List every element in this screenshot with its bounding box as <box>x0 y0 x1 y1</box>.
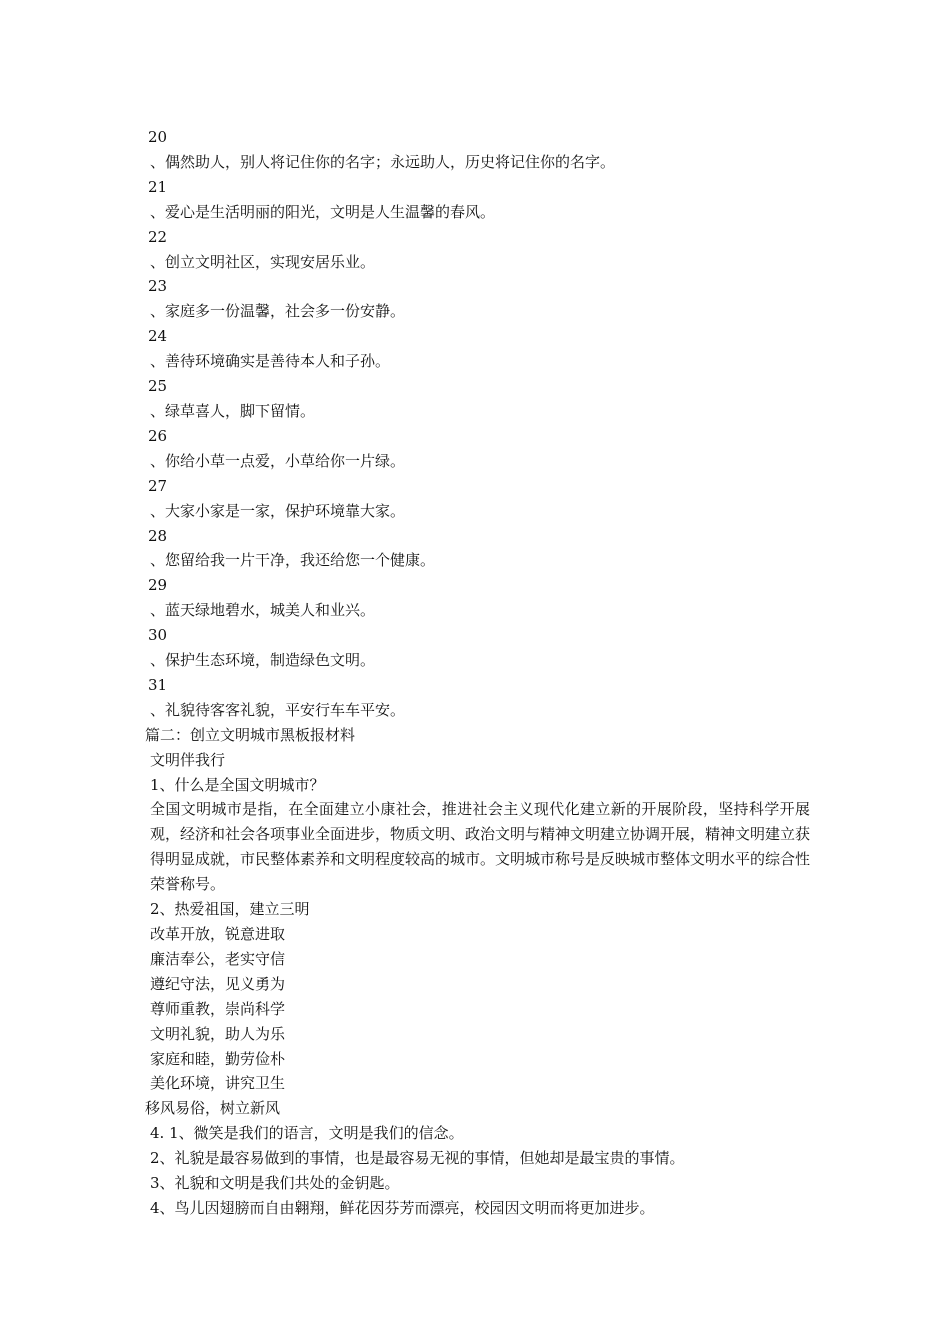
slogan-text: 、善待环境确实是善待本人和子孙。 <box>150 352 391 371</box>
motto-line: 美化环境，讲究卫生 <box>150 1074 286 1093</box>
motto-line: 遵纪守法，见义勇为 <box>150 974 286 993</box>
motto-line: 廉洁奉公，老实守信 <box>150 949 286 968</box>
slogan-number: 23 <box>148 277 168 296</box>
section-two <box>145 723 810 1221</box>
motto-line: 家庭和睦，勤劳俭朴 <box>150 1049 286 1068</box>
item-four-line: 3、礼貌和文明是我们共处的金钥匙。 <box>150 1174 400 1193</box>
slogan-number: 29 <box>148 576 168 595</box>
slogan-text: 、大家小家是一家，保护环境靠大家。 <box>150 501 406 520</box>
slogan-text: 、蓝天绿地碧水，城美人和业兴。 <box>150 601 376 620</box>
motto-line: 改革开放，锐意进取 <box>150 925 286 943</box>
motto-line: 文明礼貌，助人为乐 <box>150 1024 286 1043</box>
slogan-number: 20 <box>148 128 168 146</box>
slogan-number: 26 <box>148 426 168 445</box>
slogan-number: 24 <box>148 327 168 346</box>
slogan-text: 、偶然助人，别人将记住你的名字；永远助人，历史将记住你的名字。 <box>150 152 616 171</box>
slogan-text: 、创立文明社区，实现安居乐业。 <box>150 252 376 271</box>
item-four-line: 2、礼貌是最容易做到的事情，也是最容易无视的事情，但她却是最宝贵的事情。 <box>150 1149 685 1168</box>
item-four-line: 4. 1、微笑是我们的语言，文明是我们的信念。 <box>150 1124 464 1143</box>
slogan-number: 28 <box>148 526 168 545</box>
slogan-number: 27 <box>148 476 168 495</box>
slogan-text: 、礼貌待客客礼貌，平安行车车平安。 <box>150 700 406 719</box>
document-content <box>145 125 810 1221</box>
slogan-number: 22 <box>148 227 168 246</box>
question-two: 2、热爱祖国，建立三明 <box>150 900 310 919</box>
motto-line: 尊师重教，崇尚科学 <box>150 999 286 1018</box>
slogan-number: 31 <box>148 675 168 694</box>
motto-line-last: 移风易俗，树立新风 <box>145 1099 281 1118</box>
slogan-text: 、你给小草一点爱，小草给你一片绿。 <box>150 451 406 470</box>
slogan-list <box>145 125 810 723</box>
slogan-number: 21 <box>148 177 168 196</box>
question-one-paragraph: 全国文明城市是指，在全面建立小康社会，推进社会主义现代化建立新的开展阶段，坚持科学开展观，经济和社会各项事业全面进步，物质文明、政治文明与精神文明建立协调开展，精神文明建立获得明显成就，市民整体素养和文明程度较高的城市。文明城市称号是反映城市整体文明水平的综合性荣誉称号。 <box>150 800 811 894</box>
slogan-text: 、家庭多一份温馨，社会多一份安静。 <box>150 302 406 321</box>
slogan-text: 、保护生态环境，制造绿色文明。 <box>150 651 376 670</box>
item-four-line: 4、鸟儿因翅膀而自由翱翔，鲜花因芬芳而漂亮，校园因文明而将更加进步。 <box>150 1198 655 1217</box>
slogan-text: 、爱心是生活明丽的阳光，文明是人生温馨的春风。 <box>150 202 496 221</box>
section-heading: 篇二：创立文明城市黑板报材料 <box>145 725 356 744</box>
question-one: 1、什么是全国文明城市？ <box>150 775 325 794</box>
section-subtitle: 文明伴我行 <box>150 750 226 769</box>
slogan-number: 30 <box>148 626 168 645</box>
slogan-number: 25 <box>148 377 168 396</box>
slogan-text: 、绿草喜人，脚下留情。 <box>150 401 316 420</box>
slogan-text: 、您留给我一片干净，我还给您一个健康。 <box>150 551 436 570</box>
